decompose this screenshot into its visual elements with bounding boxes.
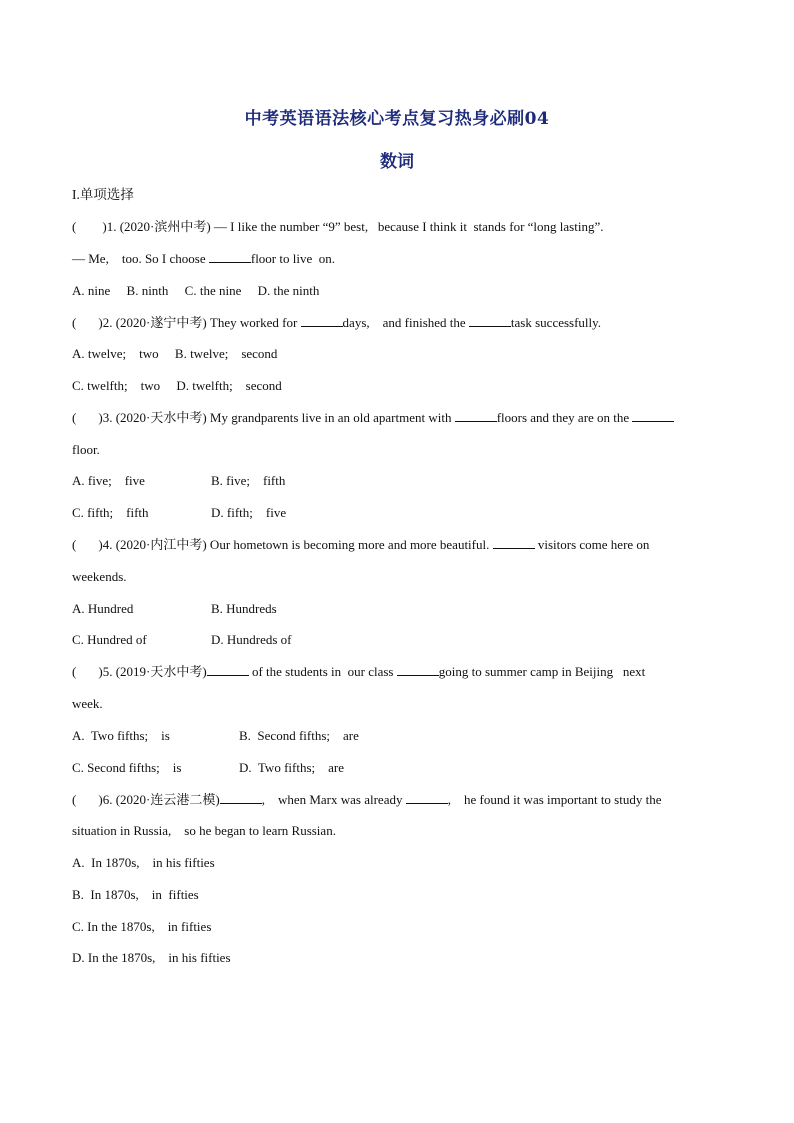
question-2-options-cd: C. twelfth; two D. twelfth; second (72, 378, 282, 393)
answer-blank (209, 250, 251, 263)
question-4-option-a: A. Hundred (72, 601, 134, 616)
open-paren: ( (72, 537, 77, 552)
question-3-option-a: A. five; five (72, 473, 145, 488)
question-4-option-b: B. Hundreds (211, 601, 277, 616)
question-5-option-b: B. Second fifths; are (239, 728, 359, 743)
close-paren: ) (98, 664, 103, 679)
close-paren: ) (102, 219, 107, 234)
question-2-text-a2: days, and finished the (342, 315, 469, 330)
question-3-stem (72, 409, 734, 427)
answer-blank (301, 314, 343, 327)
open-paren: ( (72, 219, 77, 234)
question-5-text-a3: going to summer camp in Beijing next (438, 664, 646, 679)
question-6-stem (72, 791, 734, 809)
answer-blank (406, 791, 448, 804)
question-3-option-b: B. five; fifth (211, 473, 286, 488)
page-title: 中考英语语法核心考点复习热身必刷04 (244, 109, 550, 129)
question-6-text-a1: 6. (2020·连云港二模) (102, 792, 220, 807)
question-2-stem (72, 314, 734, 332)
question-6-option-a: A. In 1870s, in his fifties (72, 855, 215, 870)
question-5-stem-cont: week. (72, 696, 103, 711)
question-6-stem-cont: situation in Russia, so he began to learn Russian. (72, 823, 336, 838)
open-paren: ( (72, 315, 77, 330)
answer-blank (493, 536, 535, 549)
question-6-text-a2: , when Marx was already (261, 792, 406, 807)
answer-blank (632, 409, 674, 422)
answer-blank (220, 791, 262, 804)
question-2-text-a1: 2. (2020·遂宁中考) They worked for (102, 315, 301, 330)
question-4-stem (72, 536, 734, 554)
question-5-text-a1: 5. (2019·天水中考) (102, 664, 207, 679)
question-3-text-a2: floors and they are on the (496, 410, 633, 425)
question-1-options: A. nine B. ninth C. the nine D. the ninth (72, 283, 320, 298)
question-3-stem-cont: floor. (72, 442, 100, 457)
question-2-text-a3: task successfully. (510, 315, 602, 330)
answer-blank (207, 663, 249, 676)
question-1-text: 1. (2020·滨州中考) — I like the number “9” best, because I think it stands for “long lasting”. (106, 219, 604, 234)
question-4-stem-cont: weekends. (72, 569, 127, 584)
open-paren: ( (72, 664, 77, 679)
question-6-option-c: C. In the 1870s, in fifties (72, 919, 212, 934)
answer-blank (455, 409, 497, 422)
question-2-options-ab: A. twelve; two B. twelve; second (72, 346, 278, 361)
question-6-text-a3: , he found it was important to study the (447, 792, 662, 807)
question-5-option-a: A. Two fifths; is (72, 728, 170, 743)
open-paren: ( (72, 410, 77, 425)
answer-blank (469, 314, 511, 327)
section-title: I.单项选择 (72, 187, 134, 202)
question-5-stem (72, 663, 734, 681)
question-5-option-c: C. Second fifths; is (72, 760, 182, 775)
question-4-option-c: C. Hundred of (72, 632, 147, 647)
question-4-text-a1: 4. (2020·内江中考) Our hometown is becoming more and more beautiful. (102, 537, 493, 552)
question-1-stem-cont (72, 250, 734, 268)
question-6-option-d: D. In the 1870s, in his fifties (72, 950, 231, 965)
question-6-option-b: B. In 1870s, in fifties (72, 887, 199, 902)
question-5-option-d: D. Two fifths; are (239, 760, 344, 775)
question-1-text-b1: — Me, too. So I choose (72, 251, 209, 266)
close-paren: ) (98, 315, 103, 330)
question-3-option-c: C. fifth; fifth (72, 505, 149, 520)
question-4-text-a2: visitors come here on (534, 537, 650, 552)
question-1-stem (72, 218, 734, 236)
close-paren: ) (98, 410, 103, 425)
close-paren: ) (98, 537, 103, 552)
open-paren: ( (72, 792, 77, 807)
answer-blank (397, 663, 439, 676)
close-paren: ) (98, 792, 103, 807)
page-subtitle: 数词 (380, 152, 414, 172)
question-4-option-d: D. Hundreds of (211, 632, 292, 647)
question-1-text-b2: floor to live on. (250, 251, 335, 266)
question-3-option-d: D. fifth; five (211, 505, 287, 520)
question-3-text-a1: 3. (2020·天水中考) My grandparents live in an old apartment with (102, 410, 455, 425)
question-5-text-a2: of the students in our class (248, 664, 397, 679)
